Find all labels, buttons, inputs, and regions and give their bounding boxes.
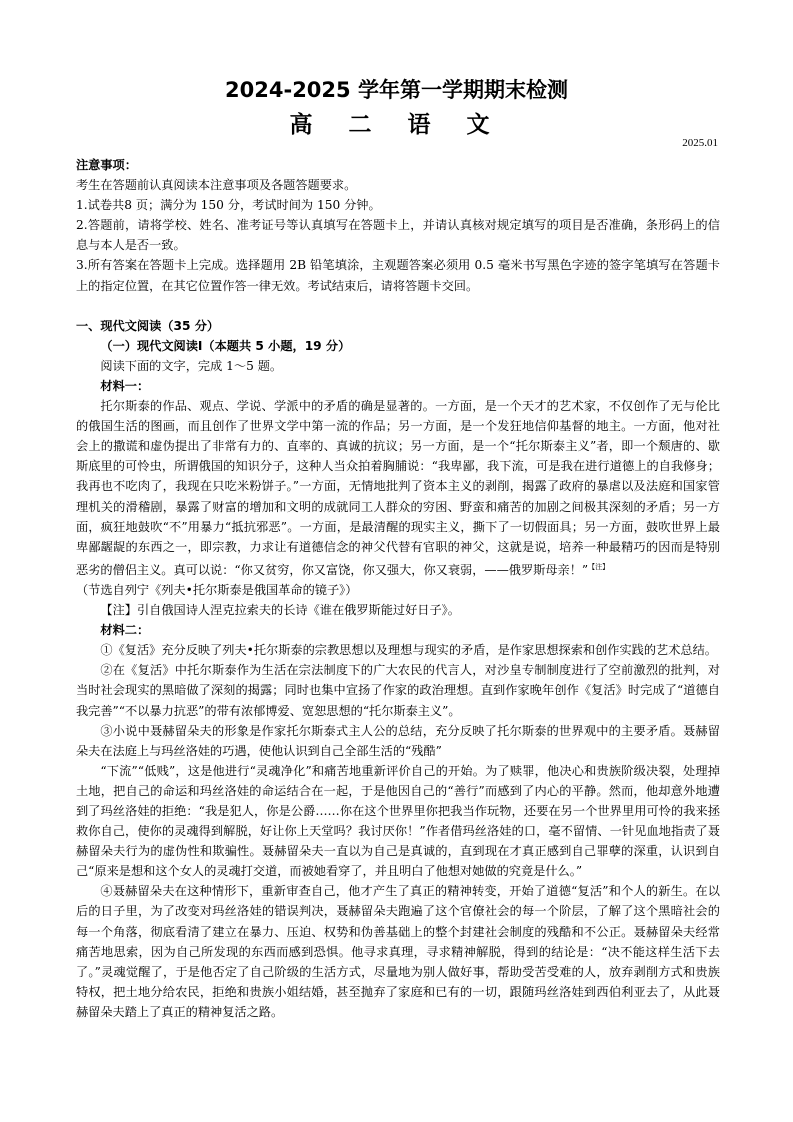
material2-label: 材料二： (100, 623, 150, 638)
reading-instruction: 阅读下面的文字，完成 1～5 题。 (100, 358, 283, 373)
material-note: 【注】引自俄国诗人涅克拉索夫的长诗《谁在俄罗斯能过好日子》。 (100, 603, 460, 618)
material2-paragraph-3: ③小说中聂赫留朵夫的形象是作家托尔斯泰式主人公的总结，充分反映了托尔斯泰的世界观中的主要矛盾。聂赫留朵夫在法庭上与玛丝洛娃的巧遇，使他认识到自己全部生活的“残酷” (76, 723, 720, 758)
section-title: 一、现代文阅读（35 分） (76, 318, 220, 333)
notice-item-3: 3.所有答案在答题卡上完成。选择题用 2B 铅笔填涂，主观题答案必须用 0.5 毫米书写黑色字迹的签字笔填写在答题卡上的指定位置，在其它位置作答一律无效。考试结束后，请将答题卡交回。 (76, 258, 720, 293)
notice-heading: 注意事项： (76, 158, 137, 172)
section-subtitle: （一）现代文阅读Ⅰ（本题共 5 小题，19 分） (100, 338, 351, 353)
exam-date: 2025.01 (682, 137, 718, 149)
exam-title: 2024-2025 学年第一学期期末检测 (225, 78, 568, 102)
material1-label: 材料一： (100, 378, 150, 393)
notice-item-1: 1.试卷共8 页；满分为 150 分，考试时间为 150 分钟。 (76, 198, 381, 213)
material1-body: 托尔斯泰的作品、观点、学说、学派中的矛盾的确是显著的。一方面，是一个天才的艺术家，不仅创作了无与伦比的俄国生活的图画，而且创作了世界文学中第一流的作品；另一方面，是一个发狂地信仰基督的地主。一方面，他对社会上的撒谎和虚伪提出了非常有力的、直率的、真诚的抗议；另一方面，是一个“托尔斯泰主义”者，即一个颓唐的、歇斯底里的可怜虫，所谓俄国的知识分子，这种人当众拍着胸脯说：“我卑鄙，我下流，可是我在进行道德上的自我修身；我再也不吃肉了，我现在只吃米粉饼子。”一方面，无情地批判了资本主义的剥削，揭露了政府的暴虐以及法庭和国家管理机关的滑稽剧，暴露了财富的增加和文明的成就同工人群众的穷困、野蛮和痛苦的加剧之间极其深刻的矛盾；另一方面，疯狂地鼓吹“不”用暴力“抵抗邪恶”。一方面，是最清醒的现实主义，撕下了一切假面具；另一方面，鼓吹世界上最卑鄙龌龊的东西之一，即宗教，力求让有道德信念的神父代替有官职的神父，这就是说，培养一种最精巧的因而是特别恶劣的僧侣主义。真可以说：“你又贫穷，你又富饶，你又强大，你又衰弱，——俄罗斯母亲！” (76, 399, 720, 577)
note-mark: 【注】 (588, 562, 610, 571)
material1-source: （节选自列宁《列夫•托尔斯泰是俄国革命的镜子》） (76, 582, 358, 597)
material2-paragraph-2: ②在《复活》中托尔斯泰作为生活在宗法制度下的广大农民的代言人，对沙皇专制制度进行了空前激烈的批判，对当时社会现实的黑暗做了深刻的揭露；同时也集中宣扬了作家的政治理想。直到作家晚年创作《复活》时完成了“道德自我完善”“不以暴力抗恶”的带有浓郁博爱、宽恕思想的“托尔斯泰主义”。 (76, 663, 720, 718)
material1-text (76, 396, 720, 580)
exam-body (76, 155, 720, 1022)
material2-paragraph-3-cont: “下流”“低贱”，这是他进行“灵魂净化”和痛苦地重新评价自己的开始。为了赎罪，他决心和贵族阶级决裂，处理掉土地，把自己的命运和玛丝洛娃的命运结合在一起，于是他因自己的“善行”而感到了内心的平静。然而，他却意外地遭到了玛丝洛娃的拒绝：“我是犯人，你是公爵……你在这个世界里你把我当作玩物，还要在另一个世界里用可怜的我来拯救你自己，使你的灵魂得到解脱，好让你上天堂吗？我讨厌你！”作者借玛丝洛娃的口，毫不留情、一针见血地指责了聂赫留朵夫行为的虚伪性和欺骗性。聂赫留朵夫一直以为自己是真诚的，直到现在才真正感到自己罪孽的深重，认识到自己“原来是想和这个女人的灵魂打交道，而被她看穿了，并且明白了他想对她做的究竟是什么。” (76, 763, 720, 879)
material2-paragraph-1: ①《复活》充分反映了列夫•托尔斯泰的宗教思想以及理想与现实的矛盾，是作家思想探索和创作实践的艺术总结。 (100, 643, 717, 658)
notice-intro: 考生在答题前认真阅读本注意事项及各题答题要求。 (76, 178, 357, 193)
notice-item-2: 2.答题前，请将学校、姓名、准考证号等认真填写在答题卡上，并请认真核对规定填写的项目是否准确，条形码上的信息与本人是否一致。 (76, 218, 720, 253)
subject-title: 高 二 语 文 (289, 112, 504, 138)
material2-paragraph-4: ④聂赫留朵夫在这种情形下，重新审查自己，他才产生了真正的精神转变，开始了道德“复活”和个人的新生。在以后的日子里，为了改变对玛丝洛娃的错误判决，聂赫留朵夫跑遍了这个官僚社会的每一个阶层，了解了这个黑暗社会的每一个角落，彻底看清了建立在暴力、压迫、权势和伪善基础上的整个封建社会制度的残酷和不公正。聂赫留朵夫经常痛苦地思索，因为自己所发现的东西而感到恐惧。他寻求真理，寻求精神解脱，得到的结论是：“决不能这样生活下去了。”灵魂觉醒了，于是他否定了自己阶级的生活方式，尽量地为别人做好事，帮助受苦受难的人，放弃剥削方式和贵族特权，把土地分给农民，拒绝和贵族小姐结婚，甚至抛弃了家庭和已有的一切，跟随玛丝洛娃到西伯利亚去了，从此聂赫留朵夫踏上了真正的精神复活之路。 (76, 884, 720, 1019)
